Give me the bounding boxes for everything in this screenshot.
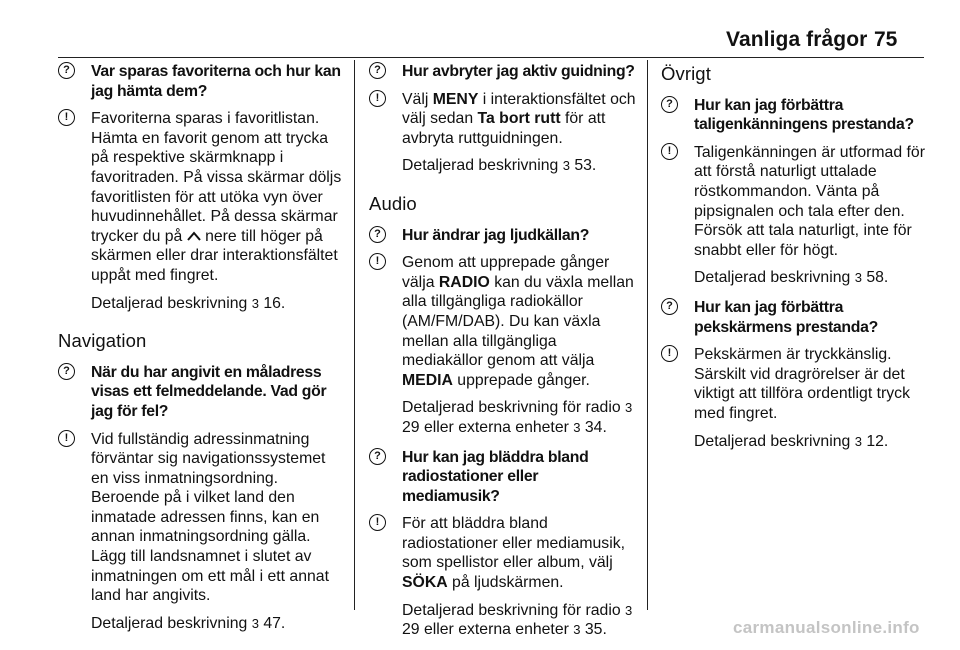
answer-text [91, 109, 346, 285]
question-text: Hur kan jag bläddra bland radiostationer eller mediamusik? [402, 448, 589, 505]
arrow-ref-icon: 3 [625, 400, 633, 416]
question-icon: ? [661, 96, 678, 113]
answer-text [402, 514, 639, 592]
reference-text: eller externa enheter [423, 418, 569, 436]
menu-label: Ta bort rutt [477, 110, 561, 128]
reference-line [91, 614, 346, 634]
question-block [369, 448, 639, 507]
reference-text: Detaljerad beskrivning för radio [402, 601, 621, 619]
question-block [58, 363, 346, 422]
reference-page[interactable]: 29 [402, 621, 420, 639]
reference-page[interactable]: 29 [402, 418, 420, 436]
arrow-ref-icon: 3 [854, 433, 862, 449]
answer-text: Pekskärmen är tryckkänslig. Särskilt vid dragrörelser är det viktigt att tillföra ordentligt tryck med fingret. [694, 346, 910, 422]
question-block [58, 62, 346, 101]
column-divider-2 [647, 60, 648, 610]
answer-text-part: på ljudskärmen. [452, 574, 564, 592]
answer-text-part: För att bläddra bland radiostationer eller mediamusik, som spellistor eller album, välj [402, 515, 626, 572]
answer-text-part: Favoriterna sparas i favoritlistan. Hämta en favorit genom att trycka på respektive skärmknapp i favoritraden. På vissa skärmar döljs favoritlisten för att utöka vyn över huvudinnehållet. På dessa skärmar trycker du på [91, 110, 342, 245]
reference-text: Detaljerad beskrivning [694, 269, 851, 287]
reference-line [694, 268, 929, 288]
arrow-ref-icon: 3 [625, 602, 633, 618]
menu-label: MENY [432, 90, 479, 108]
header-divider [58, 57, 924, 58]
question-block [369, 226, 639, 246]
question-icon: ? [58, 363, 75, 380]
answer-text: Taligenkänningen är utformad för att förstå naturligt uttalade röstkommandon. Vänta på pipsignalen och tala efter den. Försök att tala naturligt, inte för snabbt eller för högt. [694, 143, 925, 259]
question-text: Hur kan jag förbättra pekskärmens prestanda? [694, 298, 878, 336]
question-block [369, 62, 639, 82]
reference-line [694, 432, 929, 452]
reference-text: Detaljerad beskrivning [91, 614, 248, 632]
answer-icon: ! [369, 253, 386, 270]
arrow-ref-icon: 3 [573, 419, 581, 435]
chevron-up-icon [187, 230, 201, 242]
question-block [661, 96, 929, 135]
reference-text: Detaljerad beskrivning [694, 432, 851, 450]
reference-page[interactable]: 47. [263, 614, 286, 632]
reference-page[interactable]: 12. [866, 432, 889, 450]
arrow-ref-icon: 3 [251, 615, 259, 631]
answer-icon: ! [661, 345, 678, 362]
question-text: Hur ändrar jag ljudkällan? [402, 226, 590, 244]
answer-block [58, 109, 346, 313]
arrow-ref-icon: 3 [562, 158, 570, 174]
answer-icon: ! [369, 514, 386, 531]
answer-text-part: Välj [402, 90, 429, 108]
question-text: Var sparas favoriterna och hur kan jag hämta dem? [91, 63, 341, 100]
answer-icon: ! [58, 109, 75, 126]
answer-block [369, 253, 639, 437]
answer-icon: ! [661, 143, 678, 160]
section-heading: Övrigt [661, 63, 711, 84]
question-icon: ? [369, 62, 386, 79]
reference-text: eller externa enheter [423, 621, 569, 639]
column-3 [661, 62, 929, 461]
column-1 [58, 62, 346, 643]
answer-text-part: i interaktionsfältet och välj sedan [402, 90, 636, 128]
menu-label: RADIO [438, 273, 490, 291]
reference-page[interactable]: 16. [263, 294, 286, 312]
reference-line [91, 294, 346, 314]
column-2 [369, 62, 639, 650]
question-icon: ? [661, 298, 678, 315]
page-title: Vanliga frågor [726, 28, 868, 51]
answer-block [58, 430, 346, 634]
reference-line [402, 601, 639, 640]
question-text: När du har angivit en måladress visas ett felmeddelande. Vad gör jag för fel? [91, 363, 327, 420]
reference-text: Detaljerad beskrivning [91, 294, 248, 312]
answer-text-part: kan du växla mellan alla tillgängliga radiokällor (AM/FM/DAB). Du kan växla mellan alla tillgängliga mediakällor genom att välja [402, 273, 634, 370]
column-divider-1 [354, 60, 355, 610]
reference-text: Detaljerad beskrivning [402, 157, 559, 175]
arrow-ref-icon: 3 [854, 270, 862, 286]
answer-block [369, 90, 639, 176]
answer-text-part: Genom att upprepade gånger välja [402, 254, 610, 291]
reference-page[interactable]: 35. [584, 621, 607, 639]
reference-page[interactable]: 53. [574, 157, 597, 175]
question-icon: ? [369, 448, 386, 465]
answer-block [661, 143, 929, 288]
question-text: Hur kan jag förbättra taligenkänningens prestanda? [694, 96, 914, 134]
question-block [661, 298, 929, 337]
answer-text-part: upprepade gånger. [457, 371, 590, 389]
answer-text [402, 253, 639, 390]
answer-block [661, 345, 929, 451]
arrow-ref-icon: 3 [573, 622, 581, 638]
reference-page[interactable]: 34. [584, 418, 607, 436]
watermark: carmanualsonline.info [733, 618, 920, 637]
question-icon: ? [58, 62, 75, 79]
answer-text [402, 90, 639, 149]
reference-page[interactable]: 58. [866, 269, 889, 287]
answer-text-part: nere till höger på skärmen eller drar interaktionsfältet uppåt med fingret. [91, 227, 338, 284]
section-heading: Audio [369, 192, 417, 214]
section-heading: Navigation [58, 330, 147, 352]
answer-block [369, 514, 639, 640]
answer-text: Vid fullständig adressinmatning förväntar sig navigationssystemet en viss inmatningsordning. Beroende på i vilket land den inmatade adressen finns, kan en annan inmatningsordning gälla. Lägg till landsnamnet i slutet av inmatningen om ett mål i ett annat land har angivits. [91, 430, 329, 605]
menu-label: MEDIA [402, 371, 453, 389]
answer-text-part: för att avbryta ruttguidningen. [402, 110, 606, 147]
page-number: 75 [874, 28, 898, 51]
question-icon: ? [369, 226, 386, 243]
answer-icon: ! [369, 90, 386, 107]
menu-label: SÖKA [402, 574, 448, 592]
question-text: Hur avbryter jag aktiv guidning? [402, 63, 635, 80]
reference-line [402, 398, 639, 437]
arrow-ref-icon: 3 [251, 295, 259, 311]
reference-text: Detaljerad beskrivning för radio [402, 399, 621, 417]
reference-line [402, 156, 639, 176]
answer-icon: ! [58, 430, 75, 447]
